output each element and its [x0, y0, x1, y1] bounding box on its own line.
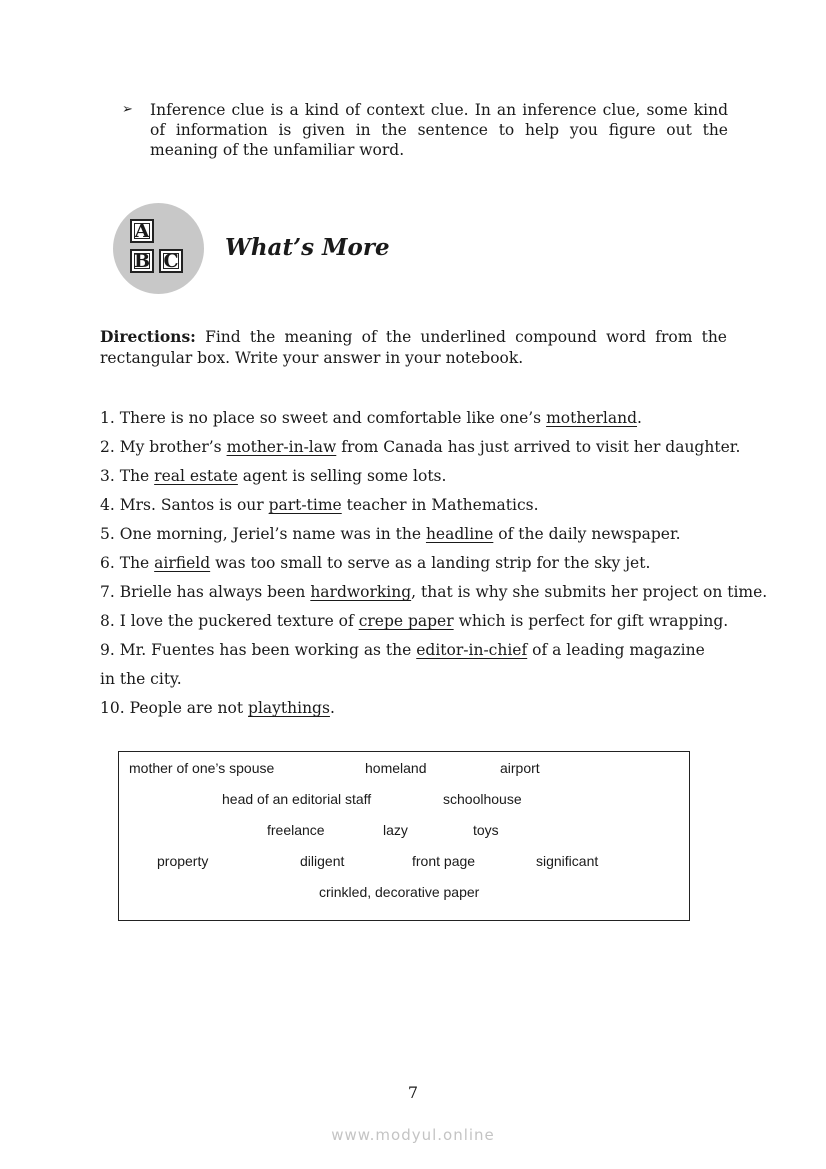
item-text: Mr. Fuentes has been working as the: [119, 641, 417, 659]
bullet-text: Inference clue is a kind of context clue. In an inference clue, some kind of information is given in the sentence to help you figure out the meaning of the unfamiliar word.: [150, 101, 728, 159]
exercise-item-8: [100, 607, 740, 636]
underlined-word: playthings: [248, 699, 330, 717]
choice-word: diligent: [300, 853, 345, 869]
choice-word: freelance: [267, 822, 325, 838]
choice-word: significant: [536, 853, 599, 869]
item-number: 3.: [100, 467, 115, 485]
item-text: Brielle has always been: [119, 583, 311, 601]
item-text: agent is selling some lots.: [237, 467, 447, 485]
choice-word: lazy: [383, 822, 408, 838]
directions-label: Directions:: [100, 327, 196, 346]
item-number: 7.: [100, 583, 115, 601]
exercise-item-9: [100, 636, 722, 694]
choice-word: front page: [412, 853, 476, 869]
item-number: 1.: [100, 409, 115, 427]
choice-word: property: [157, 853, 209, 869]
item-text: which is perfect for gift wrapping.: [453, 612, 729, 630]
underlined-word: part-time: [268, 496, 342, 514]
item-text: .: [329, 699, 335, 717]
underlined-word: motherland: [546, 409, 638, 427]
underlined-word: mother-in-law: [226, 438, 337, 456]
item-text: .: [637, 409, 642, 427]
watermark: www.modyul.online: [331, 1126, 495, 1144]
exercise-item-2: [100, 433, 740, 462]
directions-text: Find the meaning of the underlined compound word from the rectangular box. Write your answer in your notebook.: [100, 328, 727, 367]
exercise-list: [100, 404, 768, 723]
item-number: 10.: [100, 699, 125, 717]
block-a: A: [130, 219, 154, 243]
abc-blocks-icon: [113, 203, 204, 294]
answer-choices-box: [118, 751, 690, 921]
item-text: Mrs. Santos is our: [119, 496, 269, 514]
underlined-word: real estate: [154, 467, 238, 485]
item-text: The: [119, 554, 155, 572]
exercise-item-4: [100, 491, 740, 520]
exercise-item-5: [100, 520, 740, 549]
arrow-bullet-icon: ➢: [122, 102, 133, 117]
item-text: of a leading magazine in the city.: [100, 641, 705, 688]
item-number: 5.: [100, 525, 115, 543]
exercise-item-3: [100, 462, 740, 491]
section-title: What’s More: [225, 234, 390, 261]
item-text: I love the puckered texture of: [119, 612, 359, 630]
item-number: 4.: [100, 496, 115, 514]
item-text: The: [119, 467, 155, 485]
block-c: C: [159, 249, 183, 273]
inference-clue-bullet: [122, 100, 728, 160]
item-text: My brother’s: [119, 438, 227, 456]
item-number: 9.: [100, 641, 115, 659]
underlined-word: editor-in-chief: [416, 641, 528, 659]
choice-word: crinkled, decorative paper: [319, 884, 480, 900]
choice-word: homeland: [365, 760, 427, 776]
underlined-word: crepe paper: [358, 612, 454, 630]
item-text: One morning, Jeriel’s name was in the: [119, 525, 426, 543]
item-text: was too small to serve as a landing strip for the sky jet.: [210, 554, 651, 572]
choice-word: schoolhouse: [443, 791, 522, 807]
exercise-item-1: [100, 404, 740, 433]
item-text: People are not: [129, 699, 249, 717]
underlined-word: headline: [425, 525, 494, 543]
item-number: 2.: [100, 438, 115, 456]
underlined-word: hardworking: [310, 583, 412, 601]
item-text: of the daily newspaper.: [493, 525, 681, 543]
underlined-word: airfield: [154, 554, 211, 572]
item-text: There is no place so sweet and comfortable like one’s: [119, 409, 547, 427]
item-text: from Canada has just arrived to visit her daughter.: [336, 438, 741, 456]
exercise-item-10: [100, 694, 740, 723]
choice-word: mother of one’s spouse: [129, 760, 275, 776]
directions: [100, 326, 727, 369]
exercise-item-7: [100, 578, 768, 607]
item-number: 8.: [100, 612, 115, 630]
exercise-item-6: [100, 549, 740, 578]
page-number: 7: [407, 1083, 419, 1102]
item-text: , that is why she submits her project on time.: [411, 583, 768, 601]
choice-word: airport: [500, 760, 540, 776]
block-b: B: [130, 249, 154, 273]
item-text: teacher in Mathematics.: [341, 496, 539, 514]
choice-word: toys: [473, 822, 499, 838]
choice-word: head of an editorial staff: [222, 791, 372, 807]
item-number: 6.: [100, 554, 115, 572]
